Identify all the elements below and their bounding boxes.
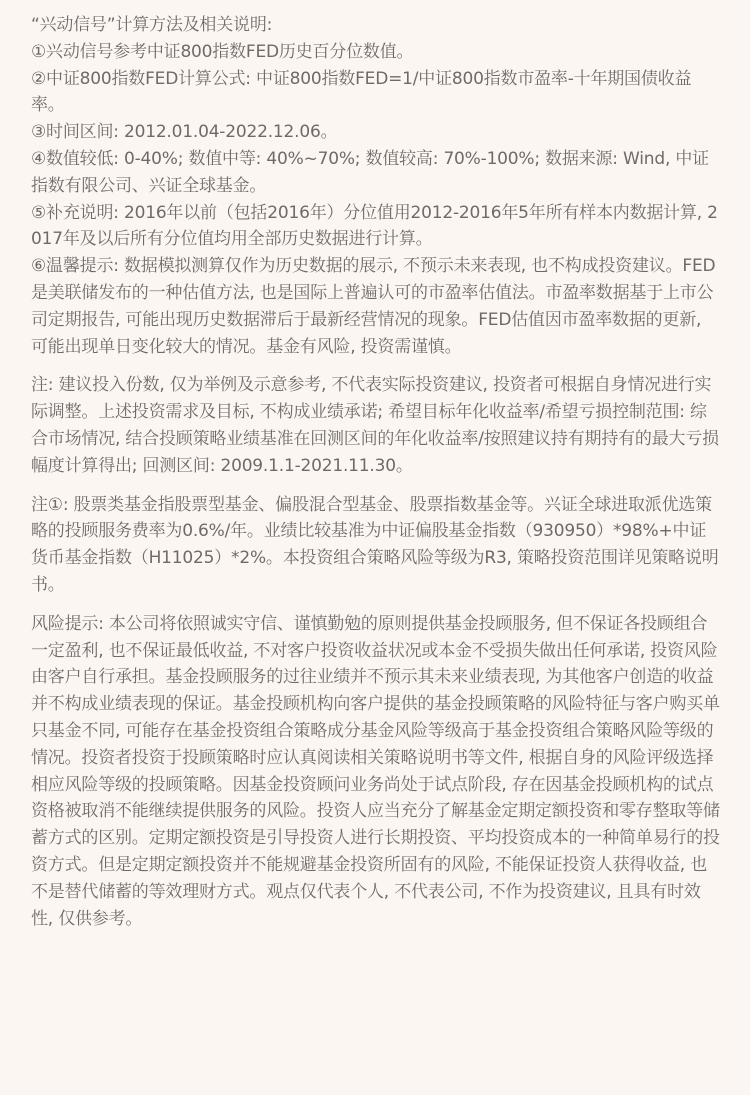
explanation-item: ④数值较低: 0-40%; 数值中等: 40%~70%; 数值较高: 70%-100%; 数据来源: Wind, 中证指数有限公司、兴证全球基金。 bbox=[31, 148, 709, 196]
investment-note: 注: 建议投入份数, 仅为举例及示意参考, 不代表实际投资建议, 投资者可根据自身情况进行实际调整。上述投资需求及目标, 不构成业绩承诺; 希望目标年化收益率/希望亏损控制范围: 综合市场情况, 结合投顾策略业绩基准在回测区间的年化收益率/按照建议持有期持有的最大亏损幅度计算得出; 回测区间: 2009.1.1-2021.11.30。 bbox=[31, 375, 719, 476]
risk-warning: 风险提示: 本公司将依照诚实守信、谨慎勤勉的原则提供基金投顾服务, 但不保证各投顾组合一定盈利, 也不保证最低收益, 不对客户投资收益状况或本金不受损失做出任何承诺, 投资风险由客户自行承担。基金投顾服务的过往业绩并不预示其未来业绩表现, 为其他客户创造的收益并不构成业绩表现的保证。基金投顾机构向客户提供的基金投顾策略的风险特征与客户购买单只基金不同, 可能存在基金投资组合策略成分基金风险等级高于基金投资组合策略风险等级的情况。投资者投资于投顾策略时应认真阅读相关策略说明书等文件, 根据自身的风险评级选择相应风险等级的投顾策略。因基金投资顾问业务尚处于试点阶段, 存在因基金投顾机构的试点资格被取消不能继续提供服务的风险。投资人应当充分了解基金定期定额投资和零存整取等储蓄方式的区别。定期定额投资是引导投资人进行长期投资、平均投资成本的一种简单易行的投资方式。但是定期定额投资并不能规避基金投资所固有的风险, 不能保证投资人获得收益, 也不是替代储蓄的等效理财方式。观点仅代表个人, 不代表公司, 不作为投资建议, 且具有时效性, 仅供参考。 bbox=[31, 613, 720, 929]
explanation-item: ①兴动信号参考中证800指数FED历史百分位数值。 bbox=[31, 41, 414, 62]
signal-explanation-section bbox=[31, 12, 722, 360]
explanation-item: ③时间区间: 2012.01.04-2022.12.06。 bbox=[31, 122, 338, 143]
explanation-item: ⑤补充说明: 2016年以前（包括2016年）分位值用2012-2016年5年所有样本内数据计算, 2017年及以后所有分位值均用全部历史数据进行计算。 bbox=[31, 202, 718, 250]
spacer bbox=[31, 480, 722, 492]
spacer bbox=[31, 360, 722, 372]
explanation-item: ②中证800指数FED计算公式: 中证800指数FED=1/中证800指数市盈率-十年期国债收益率。 bbox=[31, 68, 692, 116]
section-title: “兴动信号”计算方法及相关说明: bbox=[31, 15, 273, 35]
explanation-item: ⑥温馨提示: 数据模拟测算仅作为历史数据的展示, 不预示未来表现, 也不构成投资建议。FED是美联储发布的一种估值方法, 也是国际上普遍认可的市盈率估值法。市盈率数据基于上市公司定期报告, 可能出现历史数据滞后于最新经营情况的现象。FED估值因市盈率数据的更新, 可能出现单日变化较大的情况。基金有风险, 投资需谨慎。 bbox=[31, 256, 716, 357]
spacer bbox=[31, 599, 722, 611]
fund-note: 注①: 股票类基金指股票型基金、偏股混合型基金、股票指数基金等。兴证全球进取派优选策略的投顾服务费率为0.6%/年。业绩比较基准为中证偏股基金指数（930950）*98%+中证货币基金指数（H11025）*2%。本投资组合策略风险等级为R3, 策略投资范围详见策略说明书。 bbox=[31, 494, 719, 595]
